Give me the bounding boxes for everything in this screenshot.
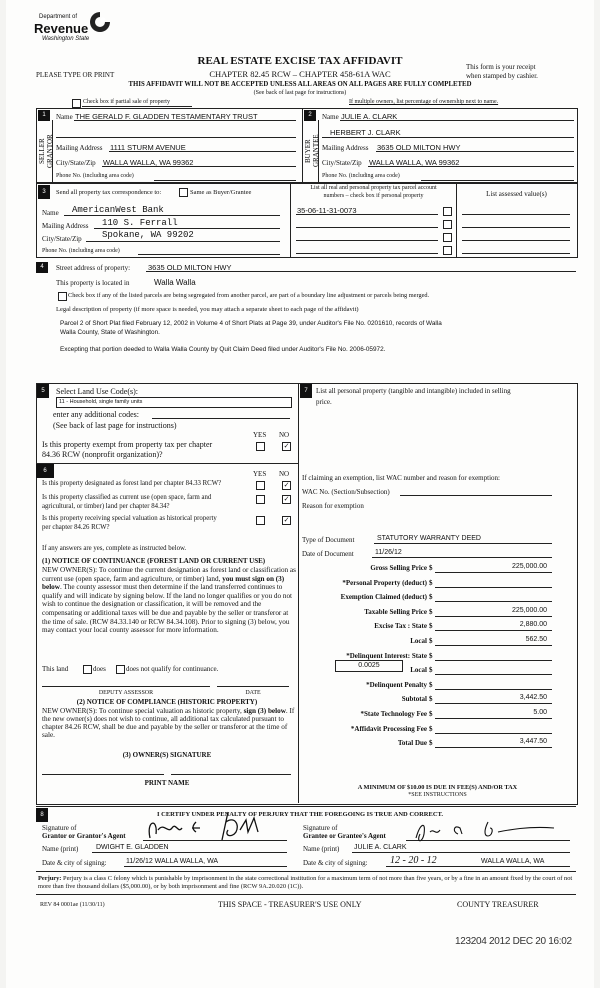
grantor-date-city-field[interactable]: 11/26/12 WALLA WALLA, WA	[126, 858, 219, 865]
personal-property-checkbox[interactable]	[443, 207, 452, 216]
fee-value-field[interactable]: 225,000.00	[511, 563, 547, 570]
grantor-print-name-field[interactable]: DWIGHT E. GLADDEN	[96, 844, 169, 851]
fee-value-field[interactable]: 2,880.00	[519, 621, 547, 629]
chapter-line: CHAPTER 82.45 RCW – CHAPTER 458-61A WAC	[209, 69, 391, 79]
form-title: REAL ESTATE EXCISE TAX AFFIDAVIT	[197, 55, 403, 67]
section-number: 8	[36, 808, 48, 822]
fee-value-field[interactable]: 5.00	[533, 709, 547, 716]
buyer-phone-field[interactable]	[421, 180, 574, 181]
correspondence-mailing-field[interactable]: 110 S. Ferrall	[102, 218, 178, 228]
currency-symbol: $	[429, 607, 433, 616]
fee-underline	[435, 689, 552, 690]
fee-value-field[interactable]: 225,000.00	[511, 606, 547, 614]
currency-symbol: $	[429, 695, 433, 704]
seller-grantor-label: SELLER GRANTOR	[38, 134, 54, 168]
segregated-checkbox[interactable]	[58, 292, 67, 301]
currency-symbol: $	[429, 637, 433, 645]
currency-symbol: $	[429, 666, 433, 675]
notice-compliance-title: (2) NOTICE OF COMPLIANCE (HISTORIC PROPERTY)	[76, 698, 258, 706]
type-print-note: PLEASE TYPE OR PRINT	[36, 71, 115, 79]
question-text: Is this property classified as current use (open space, farm and	[42, 494, 212, 501]
question-yes-checkbox[interactable]	[256, 516, 265, 525]
affidavit-page: Department of Revenue Washington State REAL ESTATE EXCISE TAX AFFIDAVIT PLEASE TYPE OR PRINT CHAPTER 82.45 RCW – CHAPTER 458-61A WAC This form is your receipt when stamped by cashier. THIS AFFIDAVIT WILL NOT BE ACCEPTED UNLESS ALL AREAS ON ALL PAGES ARE FULLY COMPLETED (See back of last page for instructions) Check box if partial sale of property If multiple owners, list percentage of ownership next to name. 1 2 SELLER GRANTOR BUYER GRANTEE Name THE GERALD F. GLADDEN TESTAMENTARY TRUST Mailing Address 1111 STURM AVENUE City/State/Zip WALLA WALLA, WA 99362 Phone No. (including area code) Name JULIE A. CLARK HERBERT J. CLARK Mailing Address 3635 OLD MILTON HWY City/State/Zip WALLA WALLA, WA 99362 Phone No. (including area code) 3 Send all property tax correspondence to: Same as Buyer/Grantee Name AmericanWest Bank Mailing Address 110 S. Ferrall City/State/Zip Spokane, WA 99202 Phone No. (including area code) List all real and personal property tax parcel account numbers – check box if personal property List assessed value(s) 35-06-11-31-0073 4 Street address of property: 3635 OLD MILTON HWY This property is located in Walla Walla Check box if any of the listed parcels are being segregated from another parcel, are part of a boundary line adjustment or parcels being merged. Legal description of property (if more space is needed, you may attach a separate sheet to each page of the affidavit) Parcel 2 of Short Plat filed February 12, 2002 in Volume 4 of Short Plats at Page 39, under Auditor's File No. 0201610, records of Walla Walla County, State of Washington. Excepting that portion deeded to Walla Walla County by Quit Claim Deed filed under Auditor's File No. 2006-05972. 5 Select Land Use Code(s): 11 - Household, single family units enter any additional codes: (See back of last page for instructions) YES NO Is this property exempt from property tax per chapter 84.36 RCW (nonprofit organization)? ✓ 6 YES NO Is this property designated as forest land per chapter 84.33 RCW? ✓ Is this property classified as current use (open space, farm and agricultural, or timber) land per chapter 84.34? ✓ Is this property receiving special valuation as historical property per chapter 84.26 RCW? ✓ If any answers are yes, complete as instructed below. (1) NOTICE OF CONTINUANCE (FOREST LAND OR CURRENT USE) NEW OWNER(S): To continue the current designation as forest land or classification as current use (open space, farm and agriculture, or timber) land, you must sign on (3) below. The county assessor must then determine if the land transferred continues to qualify and will indicate by signing below. If the land no longer qualifies or you do not wish to continue the designation or classification, it will be removed and the compensating or additional taxes will be due and payable by the seller or transferor at the time of sale. (RCW 84.33.140 or RCW 84.34.108). Prior to signing (3) below, you may contact your local county assessor for more information. This land does does not qualify for continuance. DEPUTY ASSESSOR DATE (2) NOTICE OF COMPLIANCE (HISTORIC PROPERTY) NEW OWNER(S): To continue special valuation as historic property, sign (3) below. If the new owner(s) does not wish to continue, all additional tax calculated pursuant to chapter 84.26 RCW, shall be due and payable by the seller or transferor at the time of sale. (3) OWNER(S) SIGNATURE PRINT NAME 7 List all personal property (tangible and intangible) included in selling price. If claiming an exemption, list WAC number and reason for exemption: WAC No. (Section/Subsection) Reason for exemption Type of Document STATUTORY WARRANTY DEED Date of Document 11/26/12 0.0025 Gross Selling Price $ 225,000.00 *Personal Property (deduct) $ Exemption Claimed (deduct) $ Taxable Selling Price $ 225,000.00 Excise Tax : State $ 2,880.00 Local $ 562.50 *Delinquent Interest: State $ Local $ *Delinquent Penalty $ Subtotal $ 3,442.50 *State Technology Fee $ 5.00 *Affidavit Processing Fee $ Total Due $ 3,447.50 A MINIMUM OF $10.00 IS DUE IN FEE(S) AND/OR TAX *SEE INSTRUCTIONS 8 I CERTIFY UNDER PENALTY OF PERJURY THAT THE FOREGOING IS TRUE AND CORRECT. Signature of Grantor or Grantor's Agent Name (print) DWIGHT E. GLADDEN Date & city of signing: 11/26/12 WALLA WALLA, WA Signature of Grantee or Grantee's Agent Name (print) JULIE A. CLARK Date & city of signing: 12 - 20 - 12 WALLA WALLA, WA Perjury: Perjury is a class C felony which is punishable by imprisonment in the state correctional institution for a maximum term of not more than five years, or by a fine in an amount fixed by the court of not more than five thousand dollars ($5,000.00), or by both imprisonment and fine (RCW 9A.20.020 (1C)). REV 84 0001ae (11/30/11) THIS SPACE - TREASURER'S USE ONLY COUNTY TREASURER 123204 2012 DEC 20 16:02	[6, 0, 594, 988]
multiple-owners-note: If multiple owners, list percentage of ownership next to name.	[349, 99, 499, 105]
notice-compliance-text: NEW OWNER(S): To continue special valuation as historic property, sign (3) below. If the new owner(s) does not wish to continue, all additional tax calculated pursuant to chapter 84.26 RCW, shall be due and payable by the seller or transferor at the time of sale.	[42, 707, 295, 739]
notice-continuance-title: (1) NOTICE OF CONTINUANCE (FOREST LAND OR CURRENT USE)	[42, 557, 266, 565]
fee-underline	[435, 601, 552, 602]
land-does-checkbox[interactable]	[83, 665, 92, 674]
question-no-checkbox[interactable]: ✓	[283, 495, 290, 503]
fee-label: Excise Tax : State	[374, 622, 427, 631]
question-yes-checkbox[interactable]	[256, 481, 265, 490]
fee-underline	[435, 674, 552, 675]
fee-underline	[435, 747, 552, 748]
buyer-grantee-label: BUYER GRANTEE	[304, 134, 320, 168]
fee-label: *Personal Property (deduct)	[342, 578, 427, 587]
certify-statement: I CERTIFY UNDER PENALTY OF PERJURY THAT THE FOREGOING IS TRUE AND CORRECT.	[156, 811, 443, 818]
grantee-city-field[interactable]: WALLA WALLA, WA	[481, 858, 545, 865]
deputy-assessor-signature-line[interactable]	[42, 686, 210, 687]
section-number: 5	[37, 384, 49, 398]
question-no-checkbox[interactable]: ✓	[283, 516, 290, 524]
land-use-code-select[interactable]: 11 - Household, single family units	[56, 397, 292, 408]
fee-underline	[435, 630, 552, 631]
assessed-header: List assessed value(s)	[486, 190, 547, 198]
assessed-value-field[interactable]	[462, 253, 570, 254]
fee-value-field[interactable]: 3,447.50	[519, 738, 547, 746]
buyer-name-field[interactable]: JULIE A. CLARK	[341, 112, 398, 121]
fee-underline	[435, 587, 552, 588]
grantee-signature-icon	[408, 814, 558, 844]
receipt-note-1: This form is your receipt	[466, 63, 536, 71]
assessed-value-field[interactable]	[462, 227, 570, 228]
fee-underline	[435, 645, 552, 646]
parcel-underline	[296, 214, 438, 215]
same-as-buyer-checkbox[interactable]	[179, 188, 188, 197]
fee-underline	[435, 703, 552, 704]
seller-mailing-field[interactable]: 1111 STURM AVENUE	[110, 143, 186, 152]
seller-name-field[interactable]: THE GERALD F. GLADDEN TESTAMENTARY TRUST	[75, 112, 258, 121]
fee-underline	[435, 572, 552, 573]
fee-label: Taxable Selling Price	[364, 607, 427, 616]
seller-phone-field[interactable]	[154, 180, 296, 181]
exempt-no-checkbox[interactable]: ✓	[283, 442, 290, 450]
cashier-stamp: 123204 2012 DEC 20 16:02	[455, 936, 572, 947]
section-number: 7	[300, 384, 312, 398]
currency-symbol: $	[429, 622, 433, 631]
fee-label: Exemption Claimed (deduct)	[340, 593, 427, 602]
parcel-header: List all real and personal property tax parcel account numbers – check box if personal property	[310, 185, 437, 199]
owner-signature-line[interactable]	[42, 774, 164, 775]
currency-symbol: $	[429, 564, 433, 572]
legal-description-label: Legal description of property (if more space is needed, you may attach a separate sheet to each page of the affidavit)	[56, 306, 359, 313]
assessed-value-field[interactable]	[462, 240, 570, 241]
notice-continuance-text: NEW OWNER(S): To continue the current designation as forest land or classification as current use (open space, farm and agriculture, or timber) land, you must sign on (3) below. The county assessor must then determine if the land transferred continues to qualify and will indicate by signing below. If the land no longer qualifies or you do not wish to continue the designation or classification, it will be removed and the compensating or additional taxes will be due and payable by the seller or transferor at the time of sale. (RCW 84.33.140 or RCW 84.34.108). Prior to signing (3) below, you may contact your local county assessor for more information.	[42, 566, 296, 635]
fee-label: Local	[410, 637, 427, 645]
land-does-not-checkbox[interactable]	[116, 665, 125, 674]
form-revision: REV 84 0001ae (11/30/11)	[40, 902, 105, 908]
personal-property-checkbox[interactable]	[443, 246, 452, 255]
assessed-value-field[interactable]	[462, 214, 570, 215]
additional-codes-field[interactable]	[152, 418, 290, 419]
warning-line: THIS AFFIDAVIT WILL NOT BE ACCEPTED UNLESS ALL AREAS ON ALL PAGES ARE FULLY COMPLETED	[128, 81, 472, 88]
fee-underline	[435, 733, 552, 734]
dor-swirl-icon	[88, 10, 112, 34]
personal-property-checkbox[interactable]	[443, 220, 452, 229]
fee-label: Total Due	[397, 739, 427, 748]
document-date-field[interactable]: 11/26/12	[375, 549, 402, 556]
partial-sale-checkbox[interactable]	[72, 99, 81, 108]
treasurer-use-label: THIS SPACE - TREASURER'S USE ONLY	[218, 900, 362, 909]
question-text: agricultural, or timber) land per chapter 84.34?	[42, 503, 170, 510]
fee-label: *Delinquent Penalty	[366, 680, 427, 689]
fee-label: *Delinquent Interest: State	[346, 651, 427, 660]
county-treasurer-label: COUNTY TREASURER	[457, 900, 539, 909]
parcel-underline	[296, 253, 438, 254]
fee-label: *State Technology Fee	[360, 710, 427, 718]
section-number: 1	[38, 110, 50, 121]
seller-city-field[interactable]: WALLA WALLA, WA 99362	[103, 158, 194, 167]
parcel-underline	[296, 227, 438, 228]
currency-symbol: $	[429, 593, 433, 602]
currency-symbol: $	[429, 710, 433, 718]
grantee-print-name-field[interactable]: JULIE A. CLARK	[354, 844, 407, 851]
segregated-label: Check box if any of the listed parcels are being segregated from another parcel, are part of a boundary line adjustment or parcels being merged.	[68, 292, 430, 299]
parcel-number-field[interactable]: 35-06-11-31-0073	[297, 206, 357, 215]
owner-print-name-line[interactable]	[171, 774, 291, 775]
document-type-field[interactable]: STATUTORY WARRANTY DEED	[377, 535, 481, 542]
buyer-city-field[interactable]: WALLA WALLA, WA 99362	[369, 158, 460, 167]
section-number: 2	[304, 110, 316, 121]
grantee-date-field[interactable]: 12 - 20 - 12	[390, 855, 437, 866]
local-rate-field[interactable]: 0.0025	[335, 660, 403, 672]
correspondence-city-field[interactable]: Spokane, WA 99202	[102, 230, 194, 240]
fee-value-field[interactable]: 3,442.50	[519, 694, 547, 702]
currency-symbol: $	[429, 724, 433, 733]
minimum-due-note: A MINIMUM OF $10.00 IS DUE IN FEE(S) AND/OR TAX	[357, 784, 518, 791]
parcel-underline	[296, 240, 438, 241]
section-number: 3	[38, 185, 50, 199]
correspondence-name-field[interactable]: AmericanWest Bank	[72, 205, 164, 215]
personal-property-checkbox[interactable]	[443, 233, 452, 242]
currency-symbol: $	[429, 578, 433, 587]
question-yes-checkbox[interactable]	[256, 495, 265, 504]
fee-underline	[435, 616, 552, 617]
property-street-field[interactable]: 3635 OLD MILTON HWY	[148, 263, 232, 272]
exempt-yes-checkbox[interactable]	[256, 442, 265, 451]
fee-label: Subtotal	[401, 695, 427, 704]
currency-symbol: $	[429, 739, 433, 748]
currency-symbol: $	[429, 651, 433, 660]
buyer-name2-field[interactable]: HERBERT J. CLARK	[330, 128, 401, 137]
see-back-note: (See back of last page for instructions)	[253, 90, 347, 96]
property-location-field[interactable]: Walla Walla	[154, 278, 196, 287]
question-text: per chapter 84.26 RCW?	[42, 524, 110, 531]
question-text: Is this property receiving special valuation as historical property	[42, 515, 217, 522]
fee-underline	[435, 660, 552, 661]
question-no-checkbox[interactable]: ✓	[283, 481, 290, 489]
fee-label: Local	[410, 666, 427, 675]
fee-label: *Affidavit Processing Fee	[350, 724, 427, 733]
question-text: Is this property designated as forest land per chapter 84.33 RCW?	[42, 480, 222, 487]
section-number: 4	[36, 262, 48, 273]
buyer-mailing-field[interactable]: 3635 OLD MILTON HWY	[377, 143, 461, 152]
receipt-note-2: when stamped by cashier.	[466, 72, 538, 80]
perjury-notice: Perjury: Perjury is a class C felony which is punishable by imprisonment in the state correctional institution for a maximum term of not more than five years, or by a fine in an amount fixed by the court of not more than five thousand dollars ($5,000.00), or by both imprisonment and fine (RCW 9A.20.020 (1C)).	[38, 875, 573, 891]
fee-value-field[interactable]: 562.50	[525, 636, 547, 643]
grantor-signature-icon	[144, 808, 274, 842]
wac-number-field[interactable]	[400, 495, 552, 496]
correspondence-phone-field[interactable]	[138, 254, 280, 255]
fee-underline	[435, 718, 552, 719]
assessor-date-line[interactable]	[217, 686, 289, 687]
fee-label: Gross Selling Price	[370, 564, 427, 572]
currency-symbol: $	[429, 680, 433, 689]
partial-sale-label: Check box if partial sale of property	[83, 99, 170, 105]
section-number: 6	[36, 464, 54, 478]
